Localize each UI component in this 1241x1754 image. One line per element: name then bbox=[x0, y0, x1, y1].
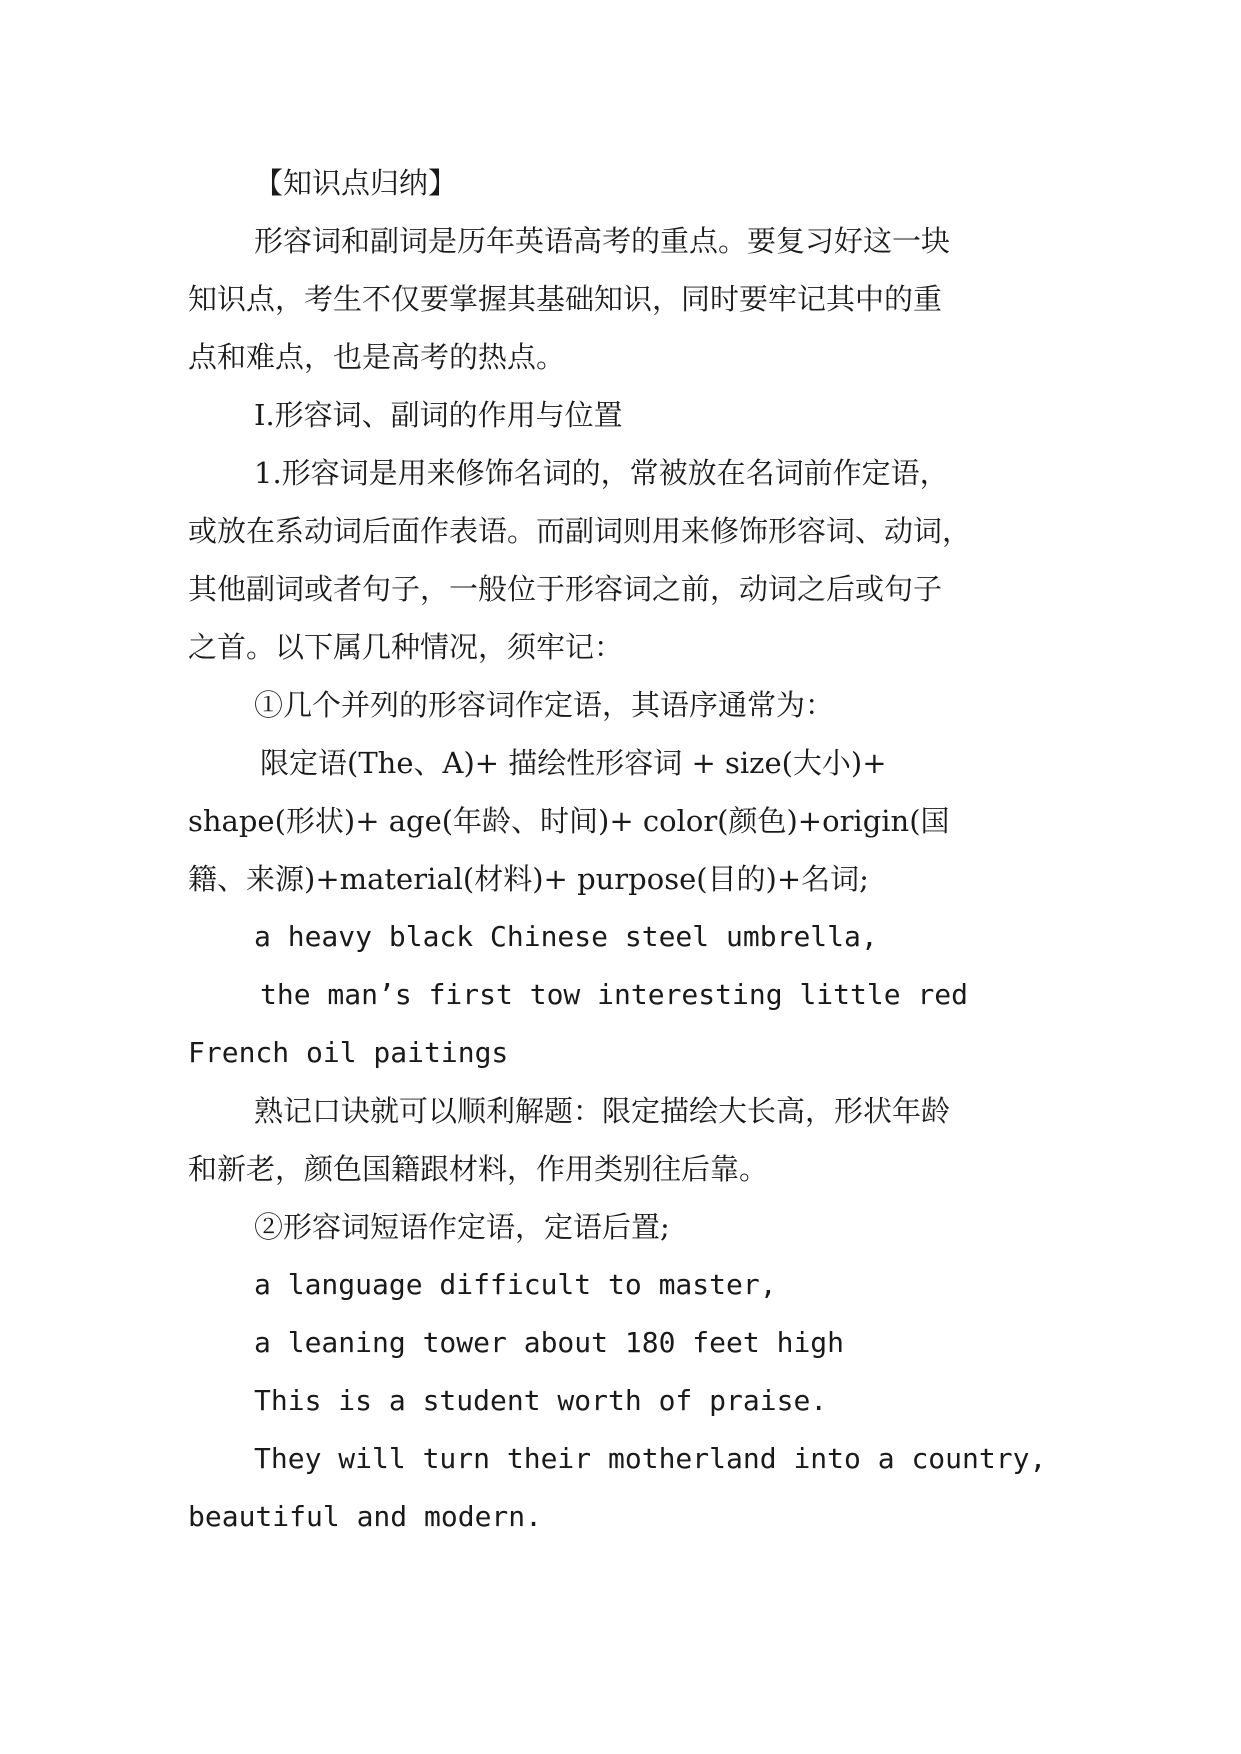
example-line: beautiful and modern. bbox=[188, 1500, 543, 1533]
rule-item: ①几个并列的形容词作定语，其语序通常为： bbox=[254, 688, 835, 722]
paragraph-line: 之首。以下属几种情况，须牢记： bbox=[188, 630, 624, 664]
paragraph-line: 知识点，考生不仅要掌握其基础知识，同时要牢记其中的重 bbox=[188, 282, 943, 316]
subsection-heading: I.形容词、副词的作用与位置 bbox=[254, 398, 623, 432]
paragraph-line: 和新老，颜色国籍跟材料，作用类别往后靠。 bbox=[188, 1152, 769, 1186]
document-body bbox=[188, 154, 1058, 1546]
formula-line: shape(形状)+ age(年龄、时间)+ color(颜色)+origin(国 bbox=[188, 804, 950, 838]
formula-line: 籍、来源)+material(材料)+ purpose(目的)+名词; bbox=[188, 862, 869, 896]
example-line: a language difficult to master, bbox=[254, 1268, 777, 1301]
paragraph-line: 1.形容词是用来修饰名词的，常被放在名词前作定语， bbox=[254, 456, 949, 490]
example-line: a heavy black Chinese steel umbrella, bbox=[254, 920, 878, 953]
paragraph-line: 形容词和副词是历年英语高考的重点。要复习好这一块 bbox=[254, 224, 951, 258]
section-heading: 【知识点归纳】 bbox=[254, 166, 458, 200]
example-line: a leaning tower about 180 feet high bbox=[254, 1326, 845, 1359]
paragraph-line: 点和难点，也是高考的热点。 bbox=[188, 340, 566, 374]
example-line: They will turn their motherland into a country, bbox=[254, 1442, 1047, 1475]
rule-item: ②形容词短语作定语，定语后置; bbox=[254, 1210, 670, 1244]
example-line: French oil paitings bbox=[188, 1036, 509, 1069]
paragraph-line: 其他副词或者句子，一般位于形容词之前，动词之后或句子 bbox=[188, 572, 943, 606]
example-line: This is a student worth of praise. bbox=[254, 1384, 828, 1417]
paragraph-line: 或放在系动词后面作表语。而副词则用来修饰形容词、动词， bbox=[188, 514, 972, 548]
paragraph-line: 熟记口诀就可以顺利解题：限定描绘大长高，形状年龄 bbox=[254, 1094, 951, 1128]
example-line: the man’s first tow interesting little red bbox=[260, 978, 969, 1011]
formula-line: 限定语(The、A)+ 描绘性形容词 + size(大小)+ bbox=[260, 746, 887, 780]
